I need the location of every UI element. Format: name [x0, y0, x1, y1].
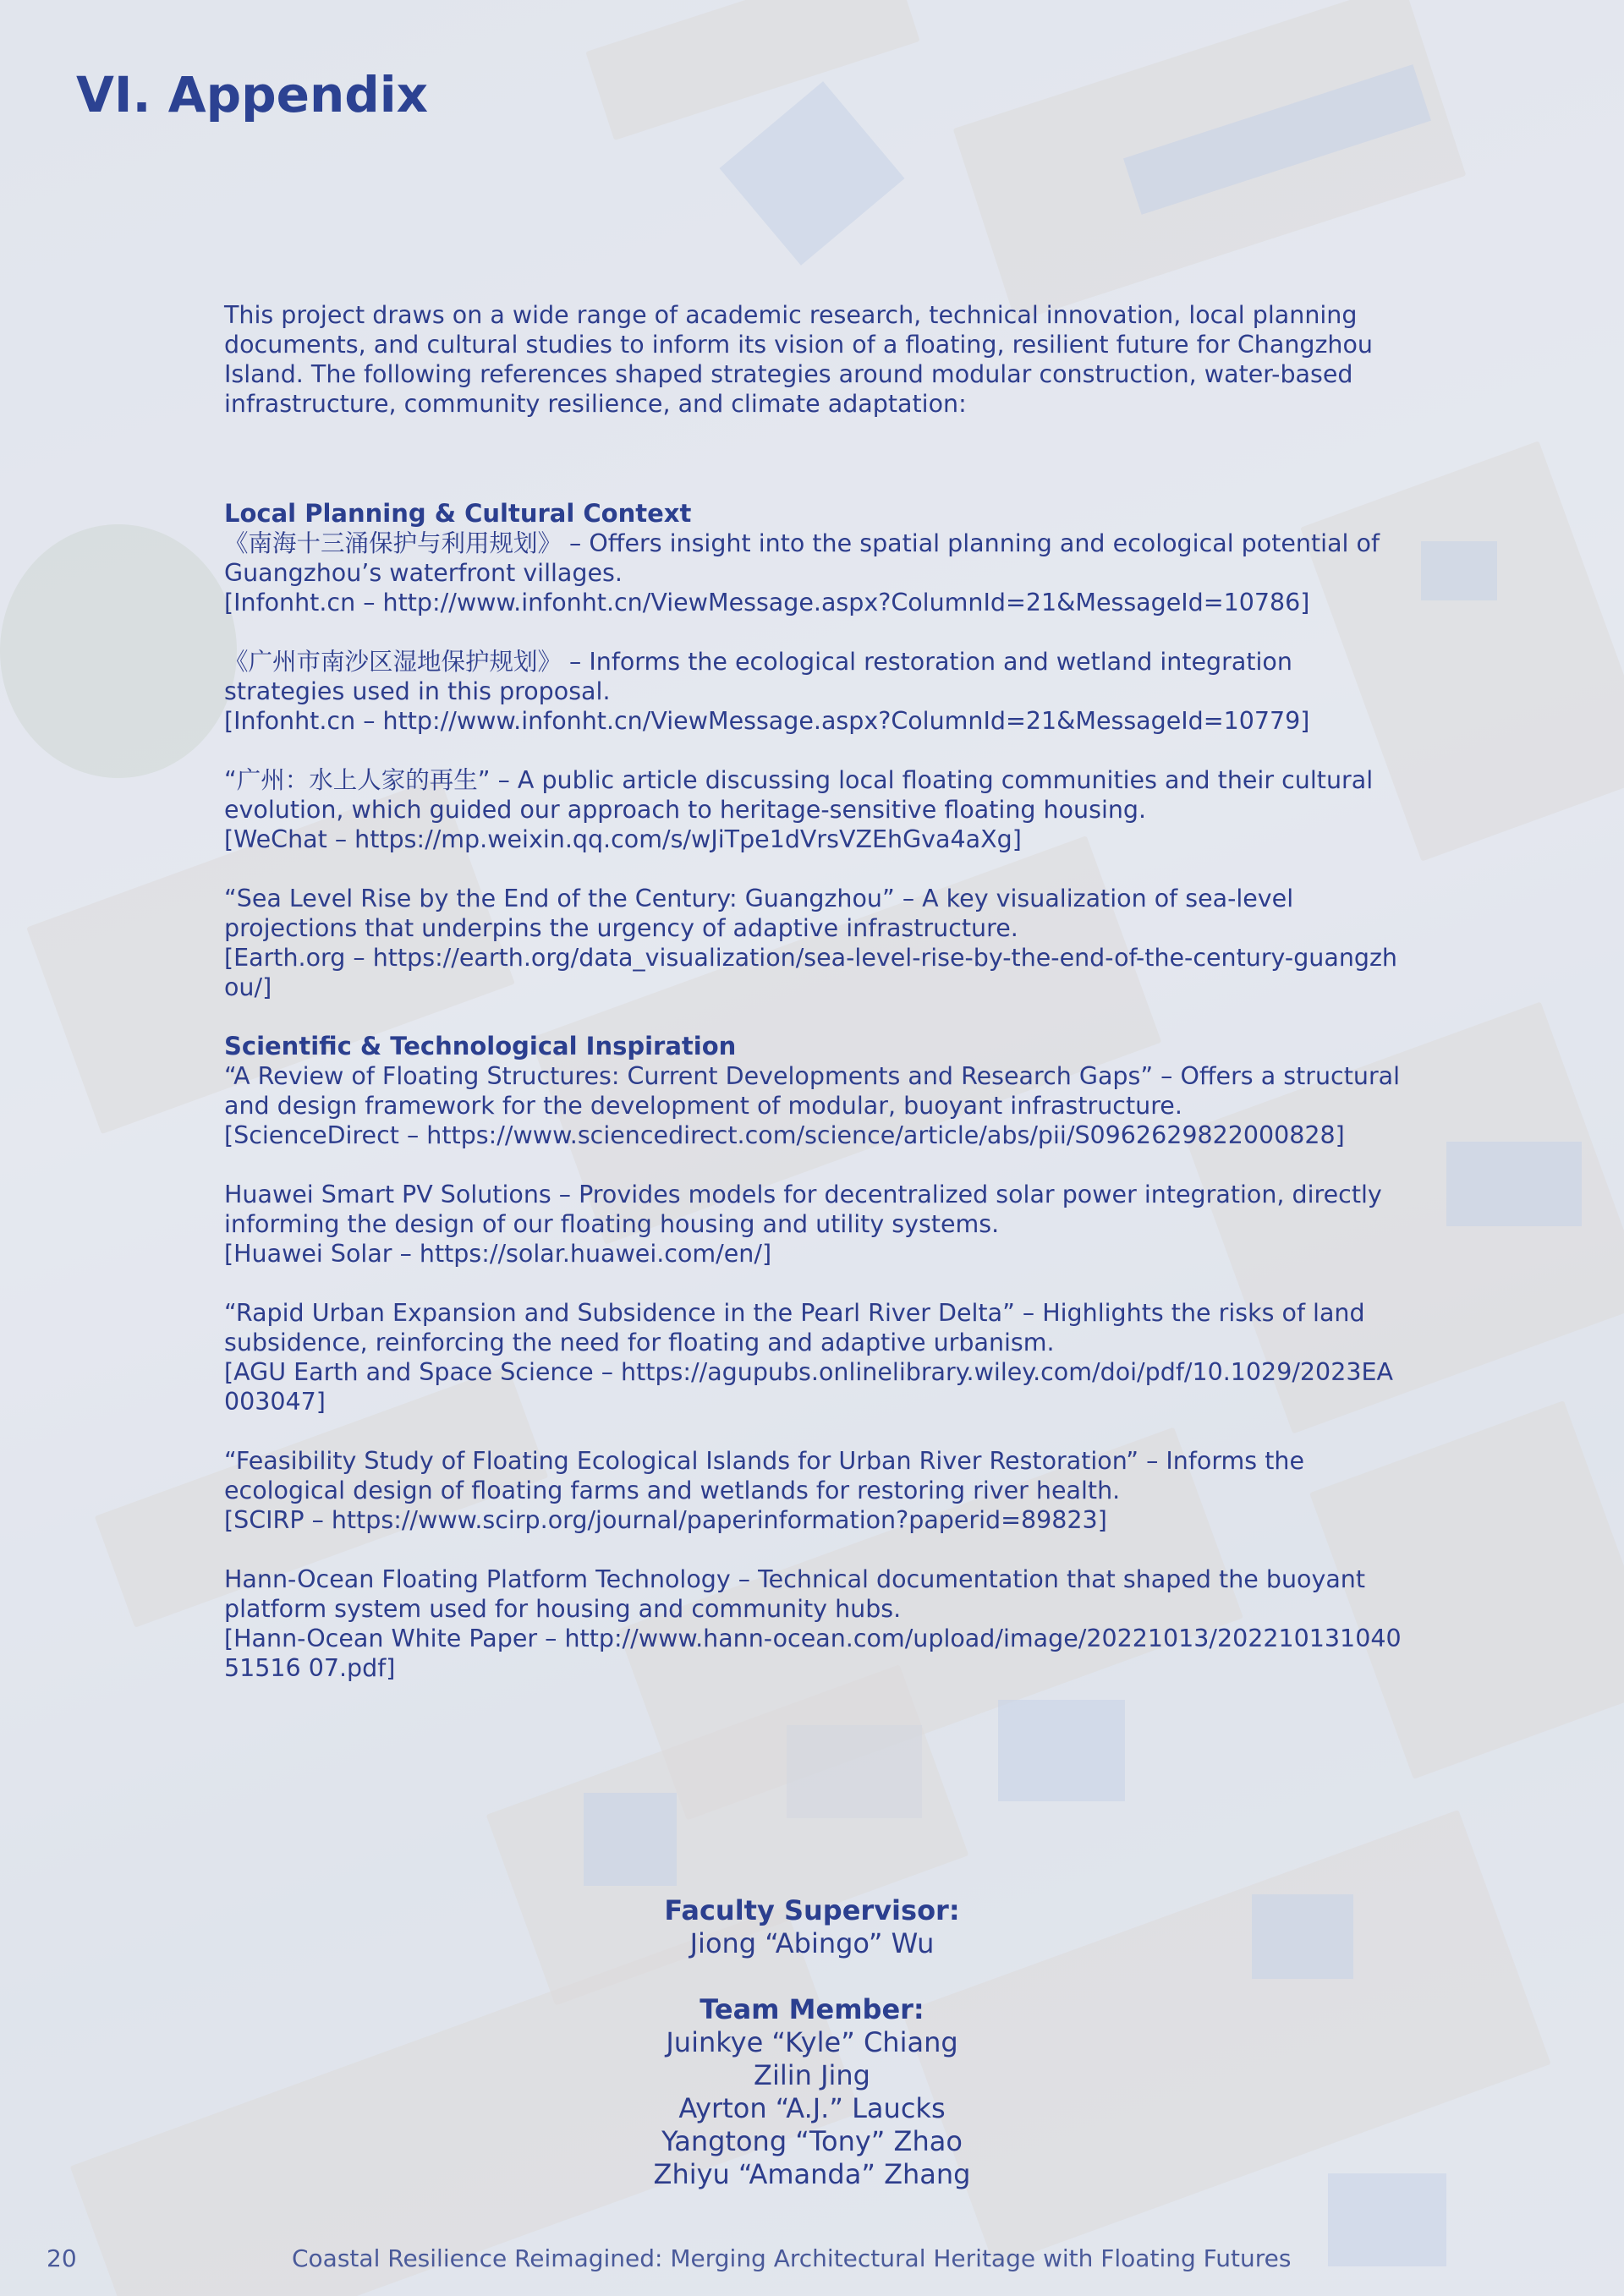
reference-section	[224, 1032, 1408, 1683]
section-heading: Scientific & Technological Inspiration	[224, 1032, 737, 1060]
team-member-name: Zhiyu “Amanda” Zhang	[653, 2158, 971, 2190]
reference-text: “A Review of Floating Structures: Current Developments and Research Gaps” – Offers a structural and design framework for the development of modular, buoyant infrastructure.	[224, 1062, 1401, 1120]
section-heading: Local Planning & Cultural Context	[224, 499, 692, 528]
reference-source-link[interactable]: [Infonht.cn – http://www.infonht.cn/ViewMessage.aspx?ColumnId=21&MessageId=10786]	[224, 589, 1310, 616]
reference-item	[224, 529, 1408, 617]
supervisor-label: Faculty Supervisor:	[664, 1894, 960, 1926]
team-member-name: Yangtong “Tony” Zhao	[661, 2125, 963, 2157]
reference-text: “Rapid Urban Expansion and Subsidence in the Pearl River Delta” – Highlights the risks of land subsidence, reinforcing the need for floating and adaptive urbanism.	[224, 1299, 1365, 1356]
reference-item	[224, 647, 1408, 736]
team-member-name: Juinkye “Kyle” Chiang	[666, 2026, 958, 2058]
reference-text: 《广州市南沙区湿地保护规划》 – Informs the ecological restoration and wetland integration strategies used in this proposal.	[224, 648, 1292, 705]
reference-source-link[interactable]: [WeChat – https://mp.weixin.qq.com/s/wJiTpe1dVrsVZEhGva4aXg]	[224, 825, 1022, 853]
reference-source-link[interactable]: [ScienceDirect – https://www.sciencedirect.com/science/article/abs/pii/S0962629822000828]	[224, 1121, 1345, 1149]
reference-text: “Feasibility Study of Floating Ecological Islands for Urban River Restoration” – Informs the ecological design of floating farms and wetlands for restoring river health.	[224, 1447, 1304, 1504]
reference-item	[224, 1298, 1408, 1417]
reference-source-link[interactable]: [SCIRP – https://www.scirp.org/journal/paperinformation?paperid=89823]	[224, 1506, 1107, 1534]
reference-source-link[interactable]: [Infonht.cn – http://www.infonht.cn/ViewMessage.aspx?ColumnId=21&MessageId=10779]	[224, 707, 1310, 735]
reference-text: Hann-Ocean Floating Platform Technology – Technical documentation that shaped the buoyant platform system used for housing and community hubs.	[224, 1565, 1366, 1623]
team-label: Team Member:	[700, 1993, 924, 2025]
reference-section	[224, 499, 1408, 1002]
reference-text: “Sea Level Rise by the End of the Century: Guangzhou” – A key visualization of sea-level projections that underpins the urgency of adaptive infrastructure.	[224, 885, 1294, 942]
reference-text: “广州：水上人家的再生” – A public article discussing local floating communities and their cultural evolution, which guided our approach to heritage-sensitive floating housing.	[224, 766, 1374, 824]
supervisor-name: Jiong “Abingo” Wu	[689, 1927, 935, 1959]
reference-source-link[interactable]: [AGU Earth and Space Science – https://agupubs.onlinelibrary.wiley.com/doi/pdf/10.1029/2023EA003047]	[224, 1358, 1393, 1416]
credits-block	[0, 1894, 1624, 2191]
reference-text: 《南海十三涌保护与利用规划》 – Offers insight into the spatial planning and ecological potential of Guangzhou’s waterfront villages.	[224, 529, 1380, 587]
team-member-name: Zilin Jing	[754, 2059, 870, 2091]
reference-item	[224, 1446, 1408, 1535]
page-number: 20	[47, 2244, 77, 2272]
reference-item	[224, 1564, 1408, 1683]
team-member-name: Ayrton “A.J.” Laucks	[678, 2092, 946, 2124]
reference-item	[224, 1061, 1408, 1150]
reference-item	[224, 884, 1408, 1002]
reference-item	[224, 765, 1408, 854]
reference-item	[224, 1180, 1408, 1269]
reference-list	[224, 499, 1408, 1712]
reference-source-link[interactable]: [Earth.org – https://earth.org/data_visualization/sea-level-rise-by-the-end-of-the-century-guangzhou/]	[224, 944, 1397, 1001]
intro-paragraph: This project draws on a wide range of academic research, technical innovation, local planning documents, and cultural studies to inform its vision of a floating, resilient future for Changzhou Island. The following references shaped strategies around modular construction, water-based infrastructure, community resilience, and climate adaptation:	[224, 301, 1373, 418]
reference-source-link[interactable]: [Hann-Ocean White Paper – http://www.hann-ocean.com/upload/image/20221013/20221013104051516 07.pdf]	[224, 1625, 1402, 1682]
reference-source-link[interactable]: [Huawei Solar – https://solar.huawei.com/en/]	[224, 1240, 772, 1268]
footer-document-title: Coastal Resilience Reimagined: Merging Architectural Heritage with Floating Futures	[292, 2244, 1292, 2272]
page-title: VI. Appendix	[76, 66, 429, 123]
reference-text: Huawei Smart PV Solutions – Provides models for decentralized solar power integration, directly informing the design of our floating housing and utility systems.	[224, 1181, 1382, 1238]
